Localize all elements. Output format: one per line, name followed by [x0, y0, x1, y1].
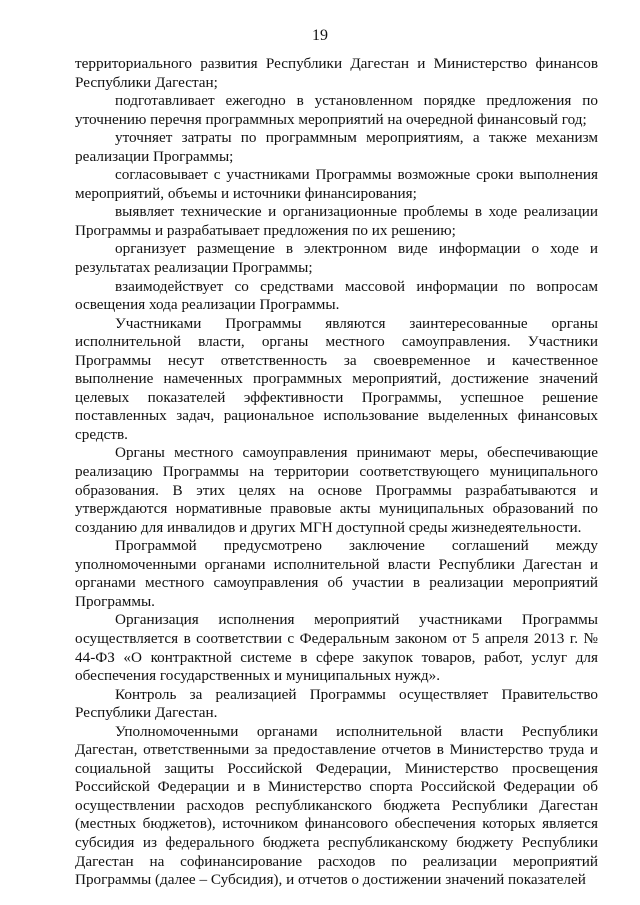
paragraph: подготавливает ежегодно в установленном порядке предложения по уточнению перечня программных мероприятий на очередной финансовый год;: [75, 92, 598, 128]
paragraph: Контроль за реализацией Программы осуществляет Правительство Республики Дагестан.: [75, 685, 598, 722]
paragraph: Участниками Программы являются заинтересованные органы исполнительной власти, органы местного самоуправления. Участники Программы несут ответственность за своевременное и качественное выполнение намеченных программных мероприятий, достижение значений целевых показателей эффективности Программы, успешное решение поставленных задач, рациональное использование выделенных финансовых средств.: [75, 314, 598, 443]
document-body: [75, 55, 598, 890]
paragraph: Организация исполнения мероприятий участниками Программы осуществляется в соответствии с Федеральным законом от 5 апреля 2013 г. № 44-ФЗ «О контрактной системе в сфере закупок товаров, работ, услуг для обеспечения государственных и муниципальных нужд».: [75, 611, 598, 685]
paragraph-continuation: территориального развития Республики Дагестан и Министерство финансов Республики Дагестан;: [75, 55, 598, 91]
page-number: 19: [312, 27, 328, 44]
paragraph: взаимодействует со средствами массовой информации по вопросам освещения хода реализации Программы.: [75, 277, 598, 314]
paragraph: организует размещение в электронном виде информации о ходе и результатах реализации Программы;: [75, 240, 598, 277]
paragraph: уточняет затраты по программным мероприятиям, а также механизм реализации Программы;: [75, 129, 598, 165]
paragraph: Уполномоченными органами исполнительной власти Республики Дагестан, ответственными за предоставление отчетов в Министерство труда и социальной защиты Российской Федерации, Министерство просвещения Российской Федерации и в Министерство спорта Российской Федерации об осуществлении расходов республиканского бюджета Республики Дагестан (местных бюджетов), источником финансового обеспечения которых является субсидия из федерального бюджета республиканскому бюджету Республики Дагестан на софинансирование расходов по реализации мероприятий Программы (далее – Субсидия), и отчетов о достижении значений показателей: [75, 722, 598, 889]
paragraph: согласовывает с участниками Программы возможные сроки выполнения мероприятий, объемы и источники финансирования;: [75, 166, 598, 202]
paragraph: Программой предусмотрено заключение соглашений между уполномоченными органами исполнительной власти Республики Дагестан и органами местного самоуправления об участии в реализации мероприятий Программы.: [75, 537, 598, 610]
paragraph: Органы местного самоуправления принимают меры, обеспечивающие реализацию Программы на территории соответствующего муниципального образования. В этих целях на основе Программы разрабатываются и утверждаются нормативные правовые акты муниципальных образований по созданию для инвалидов и других МГН доступной среды жизнедеятельности.: [75, 444, 598, 536]
paragraph: выявляет технические и организационные проблемы в ходе реализации Программы и разрабатывает предложения по их решению;: [75, 203, 598, 239]
